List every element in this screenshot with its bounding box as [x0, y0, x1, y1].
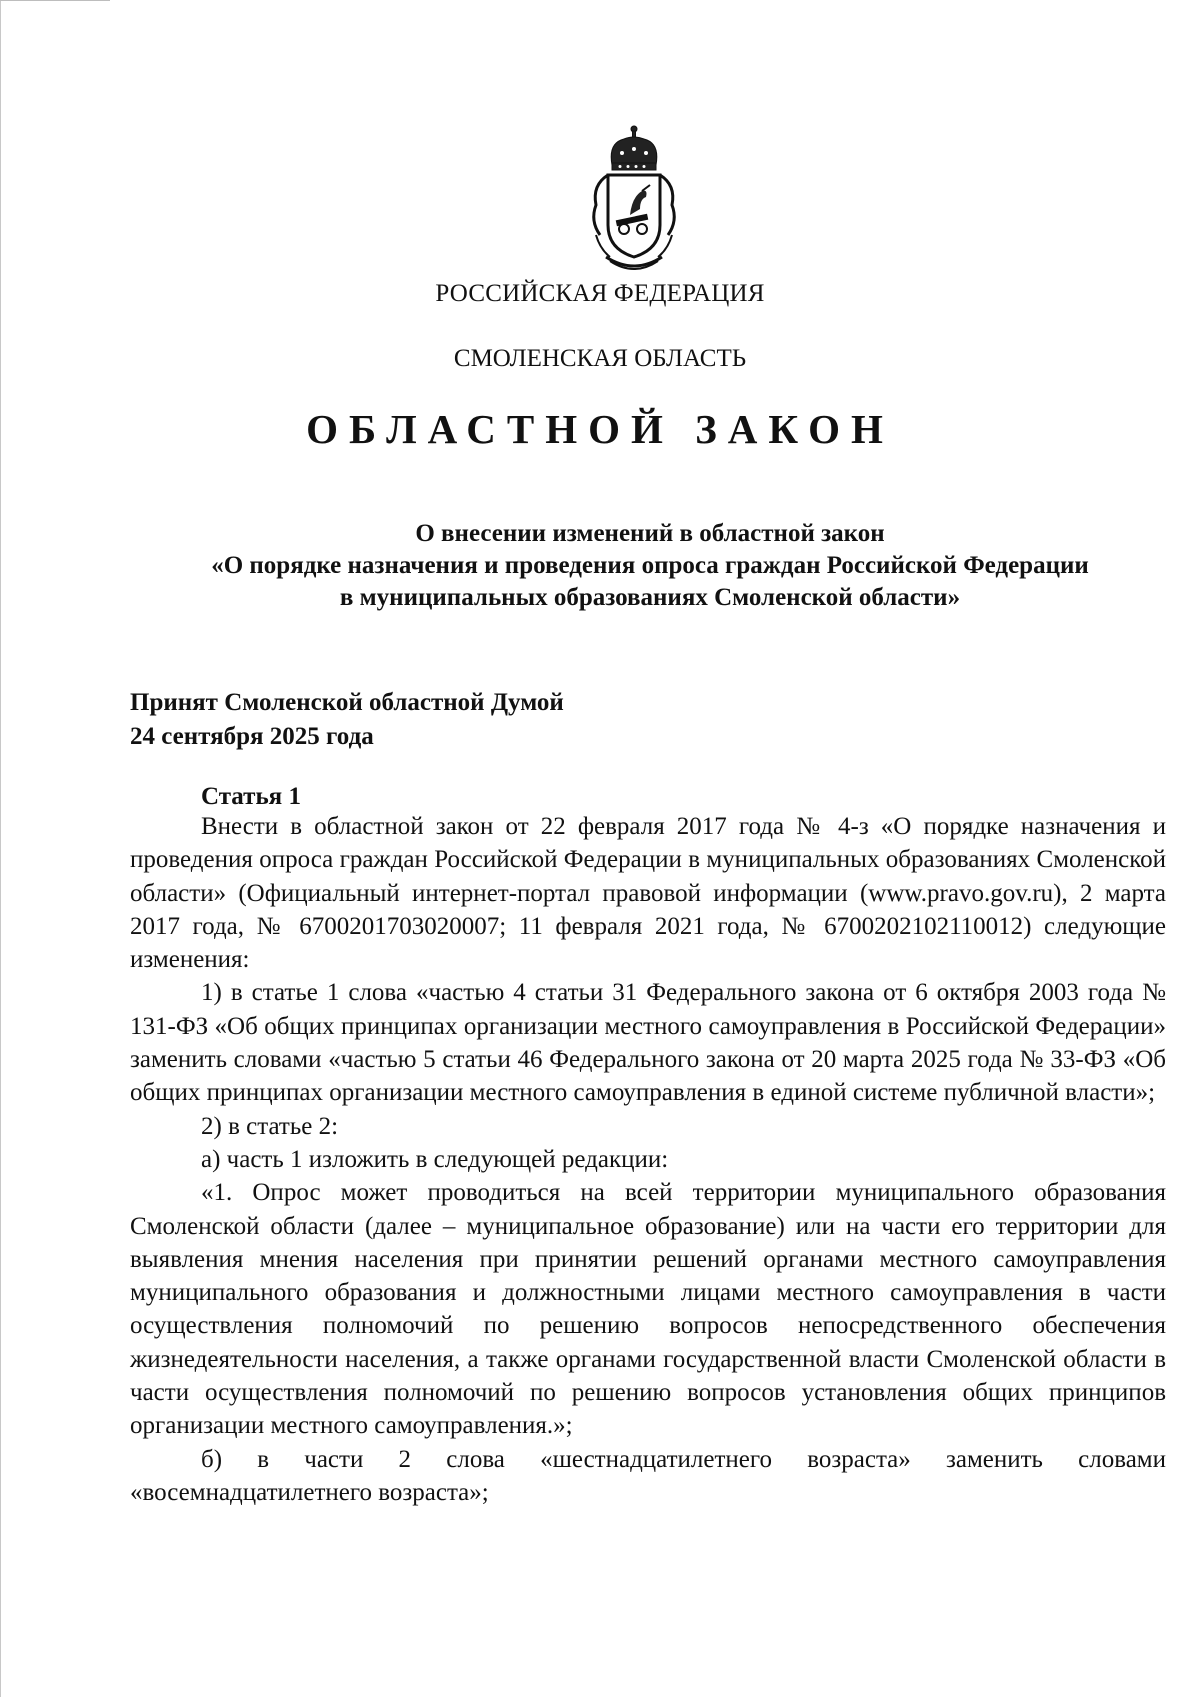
article-paragraph: «1. Опрос может проводиться на всей территории муниципального образования Смоленской области (далее – муниципальное образование) или на части его территории для выявления мнения населения при принятии решений органами местного самоуправления муниципального образования и должностными лицами местного самоуправления в части осуществления полномочий по решению вопросов непосредственного обеспечения жизнедеятельности населения, а также органами государственной власти Смоленской области в части осуществления полномочий по решению вопросов установления общих принципов организации местного самоуправления.»;: [130, 1179, 1166, 1440]
adopted-by: Принят Смоленской областной Думой: [130, 689, 564, 716]
law-title-line: «О порядке назначения и проведения опроса граждан Российской Федерации: [211, 552, 1089, 579]
article-paragraph: а) часть 1 изложить в следующей редакции:: [201, 1145, 669, 1173]
region-name: СМОЛЕНСКАЯ ОБЛАСТЬ: [453, 345, 747, 372]
adoption-info: [130, 686, 564, 754]
coat-of-arms-icon: [586, 125, 682, 277]
scan-corner-line: [0, 0, 110, 1]
article-paragraph: Внести в областной закон от 22 февраля 2017 года № 4-з «О порядке назначения и проведения опроса граждан Российской Федерации в муниципальных образованиях Смоленской области» (Официальный интернет-портал правовой информации (www.pravo.gov.ru), 2 марта 2017 года, № 6700201703020007; 11 февраля 2021 года, № 6700202102110012) следующие изменения:: [130, 813, 1166, 974]
adoption-date: 24 сентября 2025 года: [130, 723, 374, 750]
law-title-line: в муниципальных образованиях Смоленской области»: [339, 584, 961, 611]
article-heading: Статья 1: [201, 783, 301, 810]
article-paragraph: б) в части 2 слова «шестнадцатилетнего возраста» заменить словами «восемнадцатилетнего возраста»;: [130, 1445, 1166, 1506]
country-name: РОССИЙСКАЯ ФЕДЕРАЦИЯ: [435, 280, 765, 307]
scan-edge-line: [0, 0, 1, 1697]
article-body: [130, 810, 1166, 1509]
law-title-line: О внесении изменений в областной закон: [415, 520, 885, 547]
document-type: ОБЛАСТНОЙ ЗАКОН: [306, 406, 894, 452]
article-paragraph: 2) в статье 2:: [201, 1112, 339, 1140]
article-paragraph: 1) в статье 1 слова «частью 4 статьи 31 Федерального закона от 6 октября 2003 года № 131-ФЗ «Об общих принципах организации местного самоуправления в Российской Федерации» заменить словами «частью 5 статьи 46 Федерального закона от 20 марта 2025 года № 33-ФЗ «Об общих принципах организации местного самоуправления в единой системе публичной власти»;: [130, 979, 1166, 1107]
law-title: [130, 518, 1170, 614]
